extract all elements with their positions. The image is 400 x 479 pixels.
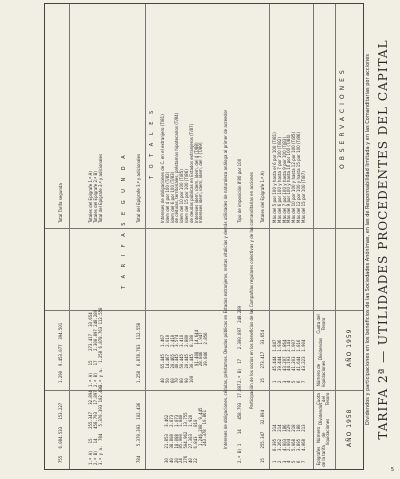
col-epigrafes: Epígrafes de la tarifa xyxy=(316,445,326,467)
tarifa-segunda-1959: 1.ª A) 15 273.417 33.654 2.ª B) 17 2.300.897 248.289 3.ª y a. 1.258 6.878.763 112.558 xyxy=(88,307,103,387)
observations-total-b: Total del Epígrafe 3.ª y adicionales xyxy=(136,153,141,223)
page-subtitle: Dividendos y participaciones en los beneficios de las Sociedades Anónimas, en las de Responsabilidad limitada y en las Comanditarias por acciones xyxy=(365,54,371,425)
observations-header: OBSERVACIONES xyxy=(339,66,346,169)
divider xyxy=(269,4,270,469)
section-3-heading: Intereses de obligaciones, cédulas, préstamos. Deudas públicas en Estados extranjeros, rentas vitalicias y demás utilidades de naturaleza análoga al primer de acreedor xyxy=(223,109,228,449)
grand-total-label: Total Tarifa segunda xyxy=(58,183,63,223)
col-cuota: Cuota del Tesoro xyxy=(316,392,331,406)
observations-a: Más del 5 por 100 y hasta el 6 por 100 (T/81) Más del 6 por 100 y hasta 7 por 100 (T/82) Más del 7 por 100 y hasta 9 por 100 (T/83) Más del 9 por 100 y hasta 10 por 100 (T/84) Más del 10 por 100 y hasta 12 por 100 (T/85) Más del 12 por 100 y hasta 15 por 100 (T/86) Más del 15 por 100 (T/87) xyxy=(272,132,306,223)
section-2-1958: 2.ª B) 1 14 458.793 17.897 xyxy=(237,383,242,463)
section-3-1958: 30 21.853 3.462 40 38.808 2.873 20 18.088 1.073 24 85.900 1.840 276 504.962 13.755 40 27.303 1.920 22 6.843 810 1.246.208 9.445 243.378 10.861 xyxy=(164,407,208,463)
total-1959-a: 15 273.417 33.654 xyxy=(260,330,265,383)
col-dividendos: Dividendos xyxy=(318,402,323,425)
tarifa-segunda-heading: T A R I F A S E G U N D A xyxy=(121,152,127,289)
divider xyxy=(145,4,146,469)
divider xyxy=(313,4,314,469)
section-2-observation: Tipo de imposición 8'80 por 100 xyxy=(237,158,242,223)
totals-1958-b: 784 5.370.393 102.436 xyxy=(136,402,141,463)
divider xyxy=(69,4,70,469)
col-dividendos-59: Dividendos xyxy=(318,337,323,361)
totals-1959-b: 1.258 6.878.763 112.558 xyxy=(136,322,141,383)
divider xyxy=(335,4,336,469)
year-1958-label: AÑO 1958 xyxy=(346,408,353,447)
rows-1958-a: 1 8.395 314 2 3.262 214 3 4.003 186 4 2.004 229 5 5.068 218 6 3.895 188 7 4.068 213 xyxy=(272,424,306,463)
table-frame xyxy=(44,3,364,470)
tarifa-segunda-observations: Totales del Epígrafe 1.ª A) Totales del Epígrafe 2.ª B) Total del Epígrafe 3.ª y adicionales xyxy=(88,153,103,223)
col-liquidaciones: Número de liquidaciones xyxy=(316,418,331,445)
grand-total-1958: 755 6.084.533 153.227 xyxy=(58,402,63,463)
year-1959-label: AÑO 1959 xyxy=(346,328,353,367)
tarifa-segunda-1958: 1.ª A) 15 255.347 32.894 2.ª B) 14 458.793 17.897 3.ª y a. 784 5.370.393 102.436 xyxy=(88,385,103,465)
page-title: TARIFA 2ª — UTILIDADES PROCEDENTES DEL CAPITAL xyxy=(376,39,390,440)
section-3-1959: 40 65.445 1.467 50 14.467 2.010 60 20.465 2.410 70 40.445 3.574 80 50.445 3.410 90 20.445 2.880 100 30.445 8.180 91.408 14.644 28.846 1.947 39.846 2.856 xyxy=(160,330,209,383)
section-2-heading: Participación de los socios en los beneficios de las Compañías regulares colectivas y de las comanditarias en acciones xyxy=(249,172,254,409)
observations-total-a: Totales del Epígrafe 1.ª A) xyxy=(260,171,265,223)
totals-heading: T O T A L E S xyxy=(149,107,155,179)
page-number: 5 xyxy=(390,467,394,473)
section-3-observations: Intereses de obligaciones de C. en el extranjero (T/81) ídem del 4 por 100 (T/82) ídem del 6 por 100 (T/83) de cédulas, territoriales, préstamos hipotecarios (T/84) ídem del 10 por 100 (T/85) ídem del 15 por 100 (T/86) de deudas públicas en Estados extranjeros (T/87) Intereses ídem, ídem, ídem, del 4 (T/88) Intereses ídem, ídem, ídem, del 7 (T/89) xyxy=(160,112,204,223)
divider xyxy=(45,228,363,229)
col-liquidaciones-59: Número de liquidaciones xyxy=(316,360,326,387)
rows-1959-a: 1 45.444 1.847 2 39.444 1.936 3 43.297 1.864 4 44.193 2.143 5 41.203 1.907 6 41.644 1.816 7 43.223 1.904 xyxy=(272,339,306,383)
section-2-1959: 2.ª B) 17 2.300.897 248.289 xyxy=(237,305,242,383)
grand-total-1959: 1.290 9.453.077 394.501 xyxy=(58,322,63,383)
total-1958-a: 15 255.347 32.894 xyxy=(260,410,265,463)
col-cuota-59: Cuota del Tesoro xyxy=(316,314,326,334)
